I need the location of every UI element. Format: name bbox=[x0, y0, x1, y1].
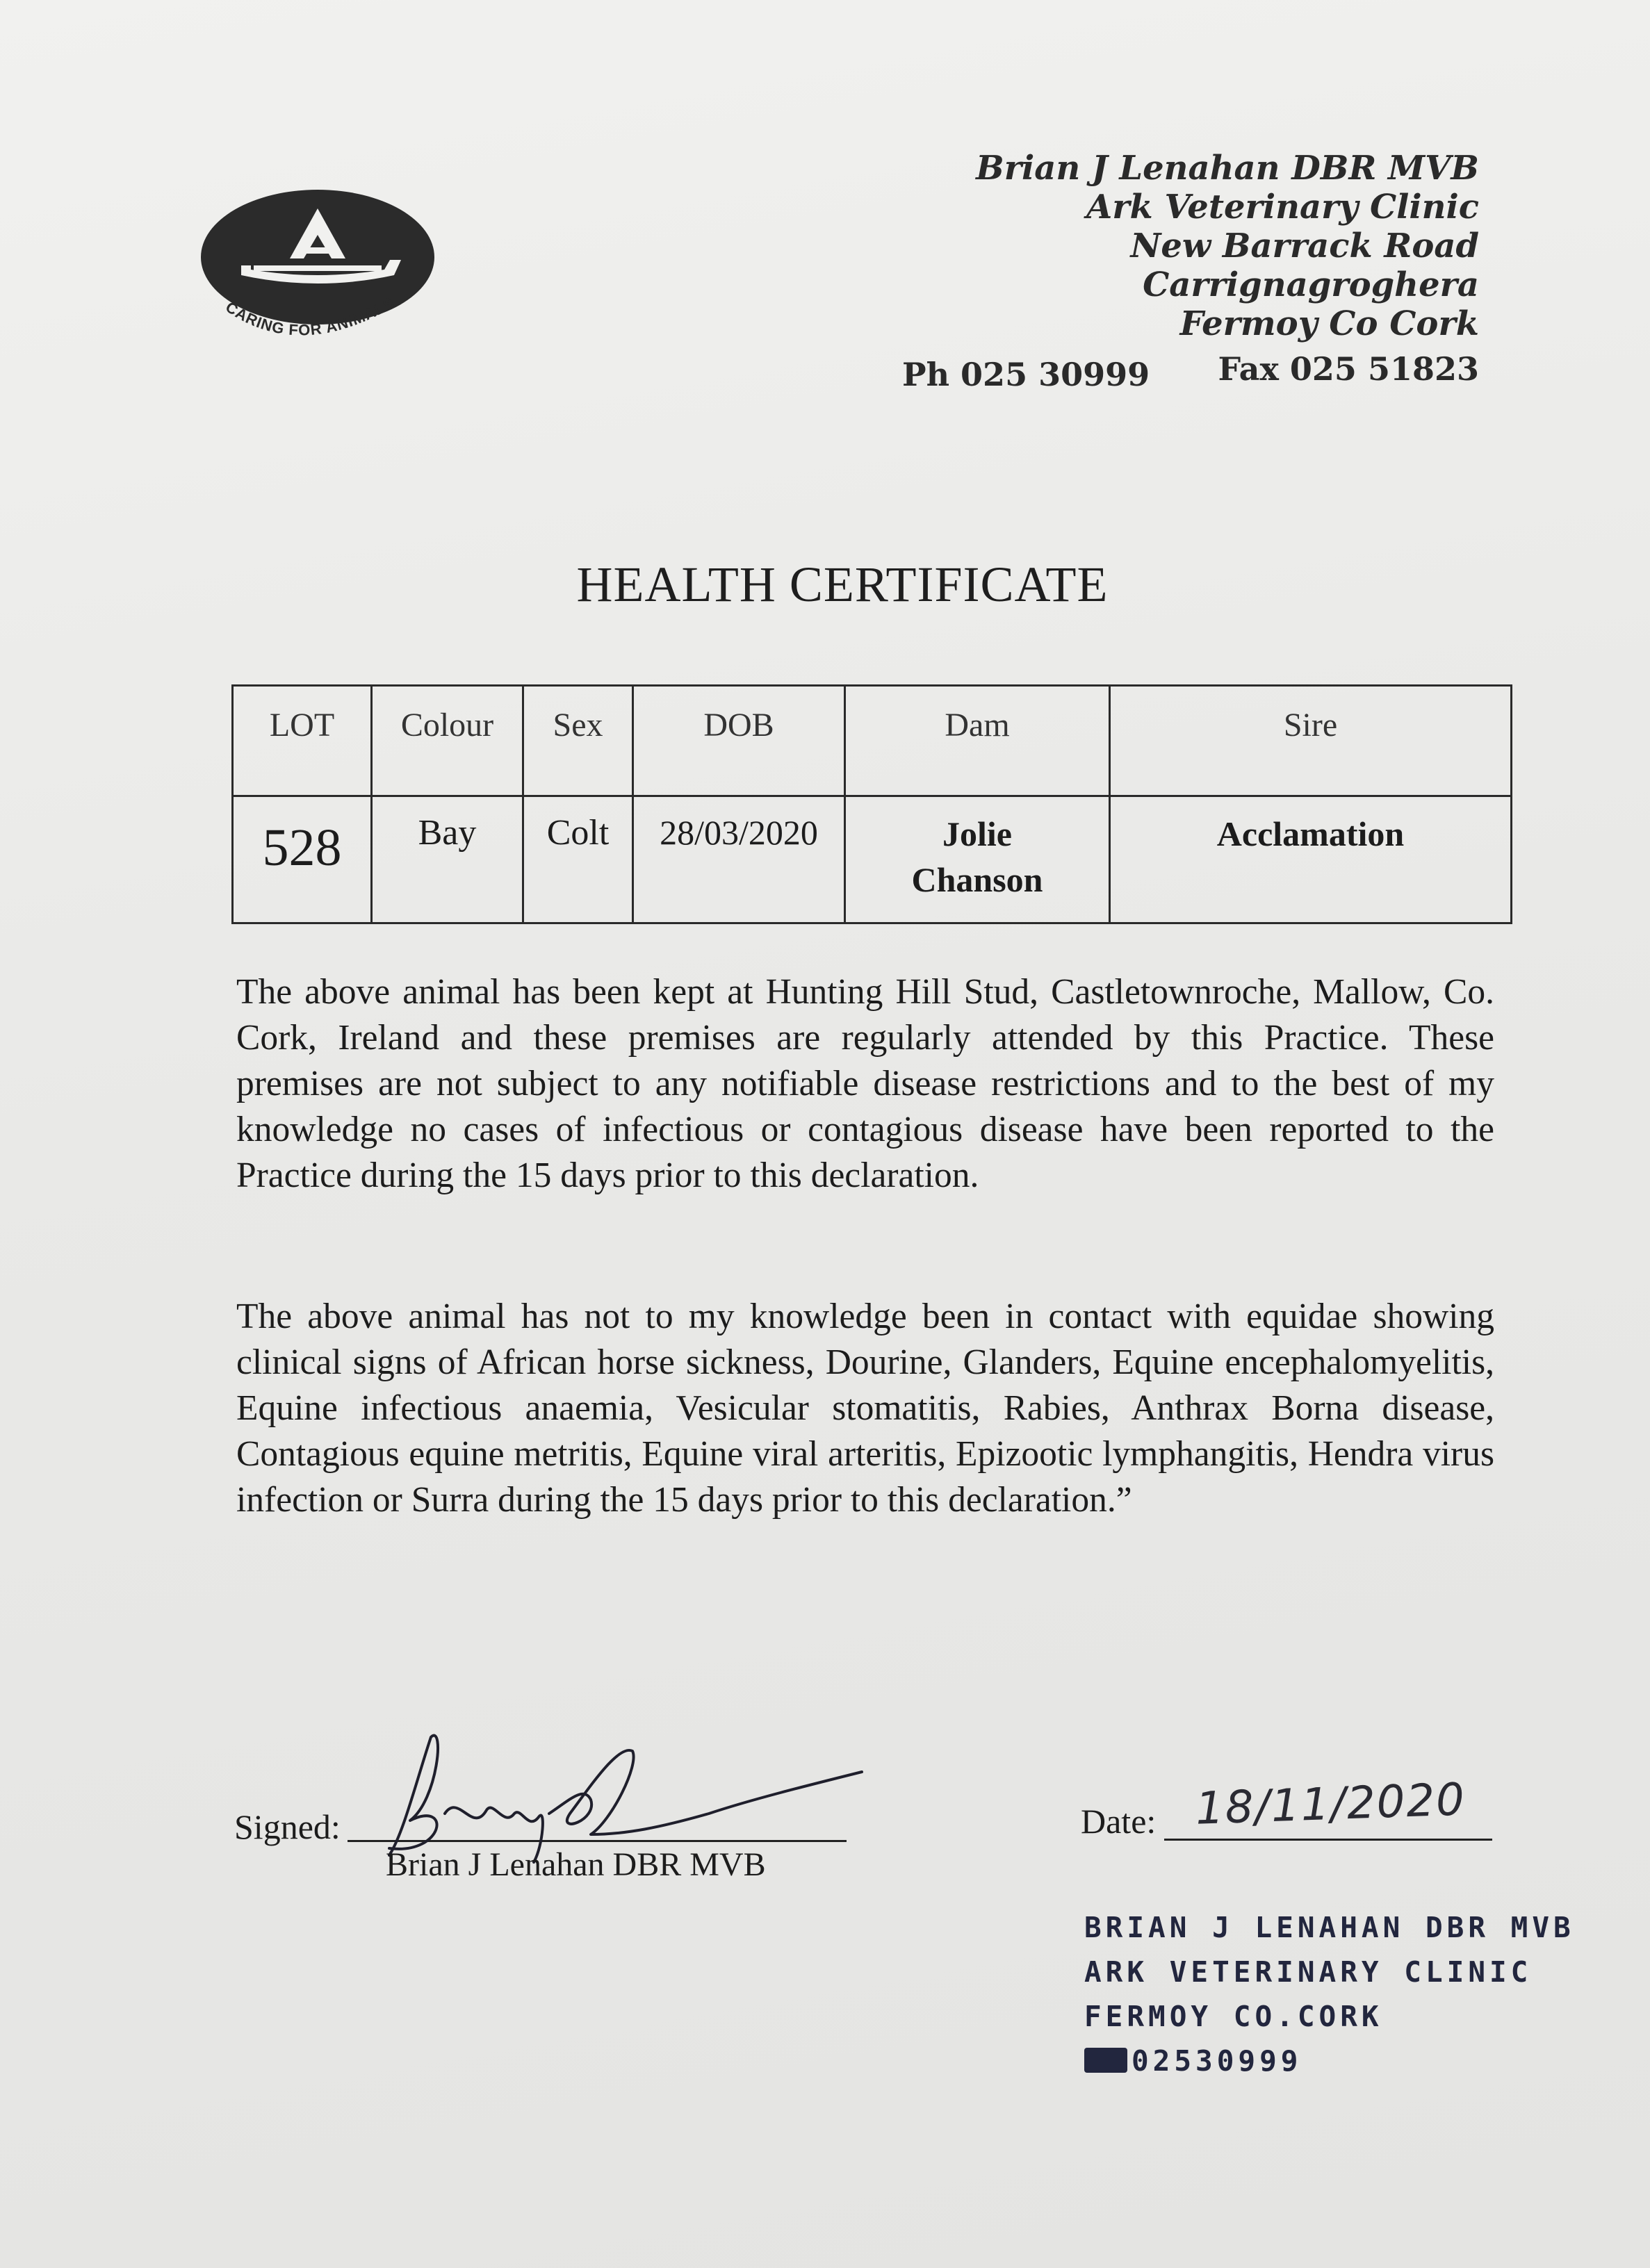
cell-colour: Bay bbox=[372, 796, 523, 923]
header-dob: DOB bbox=[633, 686, 845, 796]
letterhead-street: New Barrack Road bbox=[1130, 227, 1479, 265]
letterhead-fax: Fax 025 51823 bbox=[1218, 350, 1479, 388]
stamp-phone: 02530999 bbox=[1132, 2044, 1302, 2078]
header-sex: Sex bbox=[523, 686, 633, 796]
header-lot: LOT bbox=[233, 686, 372, 796]
date-line bbox=[1164, 1839, 1492, 1841]
phone-icon bbox=[1084, 2048, 1127, 2073]
cell-sex: Colt bbox=[523, 796, 633, 923]
signed-label: Signed: bbox=[234, 1807, 341, 1846]
cell-dob: 28/03/2020 bbox=[633, 796, 845, 923]
stamp-line-town: FERMOY CO.CORK bbox=[1084, 2000, 1383, 2033]
letterhead-name: Brian J Lenahan DBR MVB bbox=[976, 149, 1479, 188]
letterhead-address bbox=[714, 149, 1479, 343]
stamp-line-clinic: ARK VETERINARY CLINIC bbox=[1084, 1955, 1533, 1989]
table-row bbox=[233, 796, 1512, 923]
cell-dam-line2: Chanson bbox=[911, 860, 1043, 899]
ark-boat-logo-icon bbox=[198, 188, 438, 372]
table-header-row bbox=[233, 686, 1512, 796]
letterhead-town: Fermoy Co Cork bbox=[1179, 304, 1479, 343]
disease-contact-paragraph: The above animal has not to my knowledge been in contact with equidae showing clinical signs of African horse sickness, Dourine, Glanders, Equine encephalomyelitis, Equine infectious anaemia, Vesicular stomatitis, Rabies, Anthrax Borna disease, Contagious equine metritis, Equine viral arteritis, Epizootic lymphangitis, Hendra virus infection or Surra during the 15 days prior to this declaration.” bbox=[236, 1297, 1494, 1520]
header-dam: Dam bbox=[845, 686, 1110, 796]
svg-text:CARING FOR ANIMALS: CARING FOR ANIMALS bbox=[222, 293, 398, 339]
header-colour: Colour bbox=[372, 686, 523, 796]
date-label: Date: bbox=[1081, 1802, 1157, 1841]
letterhead-clinic: Ark Veterinary Clinic bbox=[1086, 188, 1479, 227]
cell-lot: 528 bbox=[233, 796, 372, 923]
cell-dam bbox=[845, 796, 1110, 923]
letterhead-locality: Carrignagroghera bbox=[1143, 265, 1479, 304]
stamp-line-name: BRIAN J LENAHAN DBR MVB bbox=[1084, 1911, 1575, 1944]
stamp-phone-row bbox=[1084, 2039, 1575, 2083]
clinic-logo bbox=[198, 188, 438, 372]
document-title: HEALTH CERTIFICATE bbox=[576, 557, 1109, 612]
premises-declaration-paragraph: The above animal has been kept at Hunting Hill Stud, Castletownroche, Mallow, Co. Cork, Ireland and these premises are regularly attended by this Practice. These premises are not subject to any notifiable disease restrictions and to the best of my knowledge no cases of infectious or contagious disease have been reported to the Practice during the 15 days prior to this declaration. bbox=[236, 972, 1494, 1195]
cell-dam-line1: Jolie bbox=[942, 814, 1012, 853]
cell-sire: Acclamation bbox=[1110, 796, 1512, 923]
date-handwritten: 18/11/2020 bbox=[1194, 1774, 1467, 1835]
signatory-name: Brian J Lenahan DBR MVB bbox=[386, 1846, 766, 1883]
clinic-stamp bbox=[1084, 1905, 1575, 2083]
animal-details-table bbox=[231, 684, 1512, 924]
letterhead-phone: Ph 025 30999 bbox=[902, 356, 1150, 393]
header-sire: Sire bbox=[1110, 686, 1512, 796]
